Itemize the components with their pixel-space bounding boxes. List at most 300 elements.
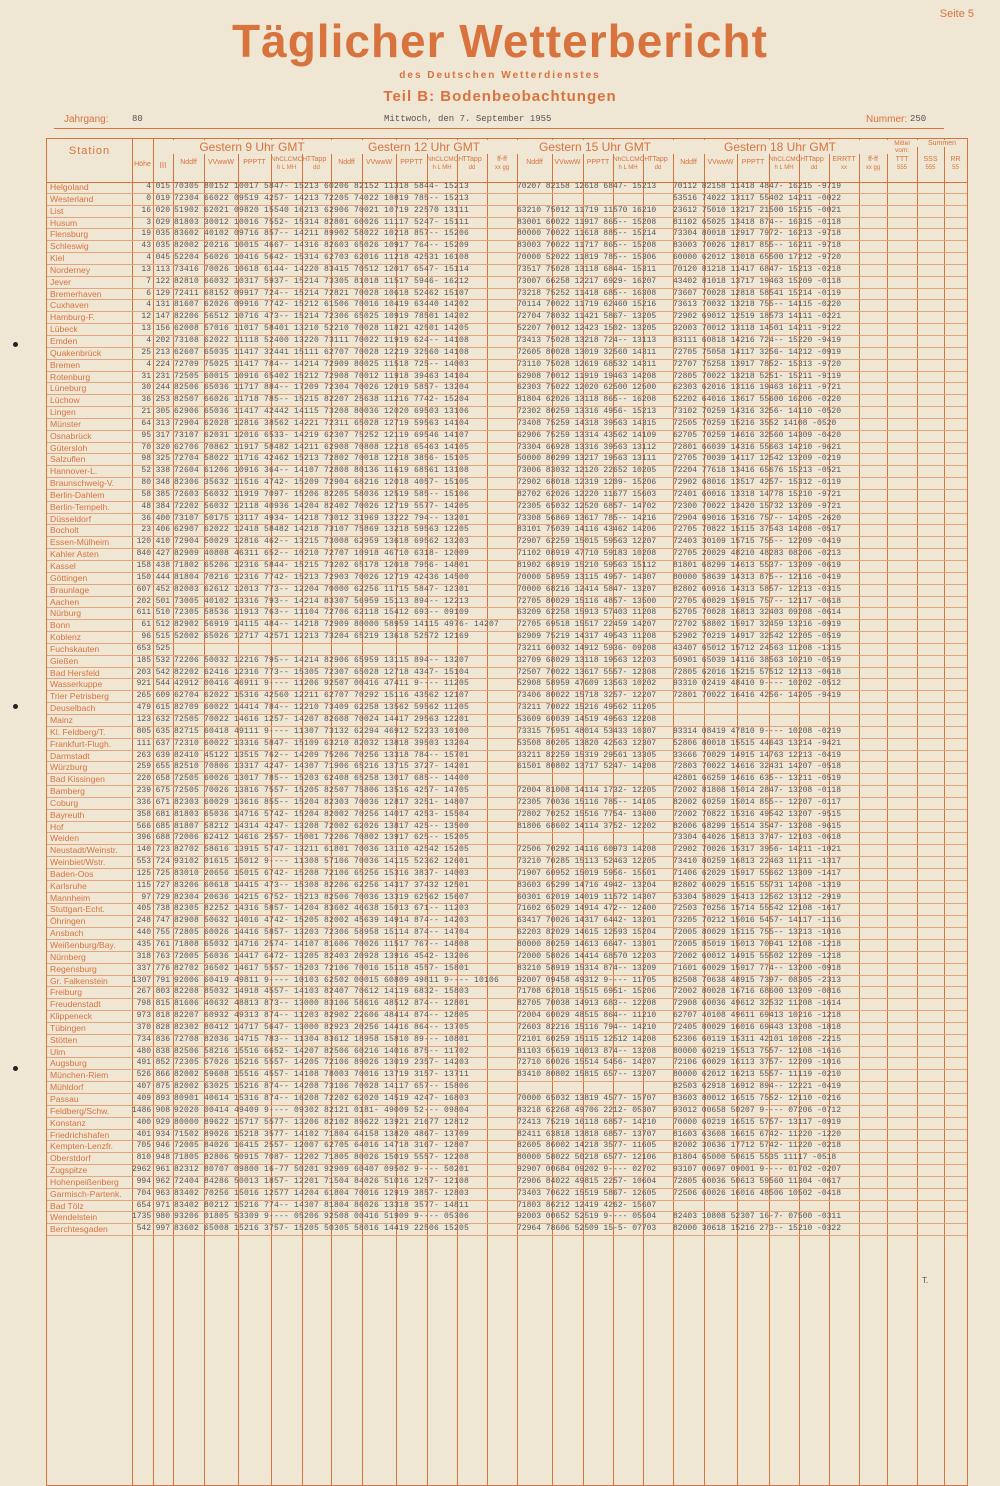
station-row xyxy=(47,419,967,431)
group-header-9: Gestern 9 Uhr GMT xyxy=(173,140,331,154)
obs-9-12: 80901 40614 15316 874-- 16208 72202 62020 14519 4247- 16803 xyxy=(174,1093,470,1103)
nhcl-sub-header: h L MH xyxy=(276,165,297,171)
station-number: 122 xyxy=(155,276,170,286)
obs-15: 70114 70022 11719 62460 15216 xyxy=(517,300,657,310)
station-row xyxy=(47,514,967,526)
obs-18: 52806 80018 15515 44643 13214 -9421 xyxy=(673,738,842,748)
station-name: Hof xyxy=(50,821,64,832)
obs-15: 72907 62259 15015 59563 12207 xyxy=(517,537,657,547)
obs-9-12: 73416 70026 10618 6144- 14220 83415 70512 12017 6547- 15114 xyxy=(174,264,470,274)
station-row xyxy=(47,608,967,620)
obs-18: 93314 08419 47810 9---- 10208 -0219 xyxy=(673,726,842,736)
station-name: Bad Kissingen xyxy=(50,774,105,785)
station-height: 607 xyxy=(136,584,151,594)
station-number: 452 xyxy=(155,584,170,594)
ttapp-header: TTapp xyxy=(306,156,327,163)
obs-9-12: 71808 65032 14716 2574- 14107 81606 70026 11517 767-- 14808 xyxy=(174,940,470,949)
station-row xyxy=(47,976,967,988)
station-height: 553 xyxy=(136,857,151,867)
station-number: 035 xyxy=(155,229,170,239)
station-row xyxy=(47,383,967,395)
obs-9-12: 83010 20656 15015 6742- 15208 72106 65256 15316 3837- 14003 xyxy=(174,868,470,878)
obs-18: 62303 62016 13116 19463 16211 -9721 xyxy=(673,383,842,393)
obs-15: 62909 75219 14317 49543 11208 xyxy=(517,632,657,642)
obs-9-12: 82002 59608 15516 4557- 14108 78003 70016 13719 3157- 13711 xyxy=(174,1070,470,1080)
station-height: 336 xyxy=(136,797,151,807)
station-row xyxy=(47,1165,967,1177)
station-row xyxy=(47,431,967,443)
station-number: 313 xyxy=(155,418,170,428)
station-row xyxy=(47,372,967,384)
station-name: Neustadt/Weinstr. xyxy=(50,845,118,856)
obs-18: 81102 65025 13418 874-- 16315 -0118 xyxy=(673,217,842,227)
station-name: Essen-Mülheim xyxy=(50,537,110,548)
station-height: 491 xyxy=(136,1058,151,1068)
station-name: Nürnberg xyxy=(50,951,86,962)
station-name: Hohenpeißenberg xyxy=(50,1176,119,1187)
ttapp-sub-header-15: dd xyxy=(654,165,662,171)
obs-18: 73607 70028 12818 58541 15214 -0119 xyxy=(673,288,842,298)
station-height: 70 xyxy=(141,442,151,452)
station-height: 1307 xyxy=(132,975,152,985)
station-name: Mainz xyxy=(50,714,73,725)
station-height: 123 xyxy=(136,714,151,724)
station-name: Lüneburg xyxy=(50,383,87,394)
station-row xyxy=(47,490,967,502)
obs-18: 71406 62029 15917 55662 13309 -1417 xyxy=(673,868,842,878)
obs-9-12: 81803 65036 14716 5742- 15204 82002 70256 14017 4253- 15504 xyxy=(174,809,470,819)
ttapp-sub-header: dd xyxy=(313,165,320,171)
nddff-header-15: Nddff xyxy=(526,159,543,166)
obs-18: 73304 80018 12917 7972- 16213 -9718 xyxy=(673,229,842,239)
obs-18: 72805 60036 50613 59560 11304 -0617 xyxy=(673,1176,842,1186)
obs-9-12: 82909 40808 46311 652-- 10210 72707 10918 46710 6318- 12009 xyxy=(174,549,470,559)
obs-18: 72403 30109 15715 755-- 12209 -0419 xyxy=(673,537,842,547)
obs-18: 72705 20029 48210 48283 08206 -0213 xyxy=(673,549,842,559)
station-number: 729 xyxy=(155,892,170,902)
nhcl-header-15: NhCLCMCH xyxy=(613,156,650,163)
station-number: 338 xyxy=(155,466,170,476)
station-number: 325 xyxy=(155,454,170,464)
obs-15: 72413 75219 16118 6857- 14210 xyxy=(517,1117,657,1127)
station-number: 501 xyxy=(155,596,170,606)
station-height: 239 xyxy=(136,786,151,796)
obs-15: 71602 65029 14914 472-- 12400 xyxy=(517,904,657,914)
vvwww-header: VVwwW xyxy=(207,159,235,166)
obs-18: 72902 69012 12519 18573 14111 -0221 xyxy=(673,312,842,322)
station-name: Kahler Asten xyxy=(50,549,99,560)
station-number: 791 xyxy=(155,975,170,985)
obs-18: 83111 60818 14216 724-- 15220 -9419 xyxy=(673,335,842,345)
obs-9-12: 83602 40102 09716 857-- 14211 89902 58022 10218 857-- 15206 xyxy=(174,229,470,239)
obs-18: 72002 70822 15316 49542 13207 -9515 xyxy=(673,809,842,819)
obs-18: 72005 85019 15013 70941 12108 -1218 xyxy=(673,940,842,949)
station-name: Nürburg xyxy=(50,608,82,619)
obs-9-12: 52204 56026 10416 5642- 15314 62703 62016 11218 42531 16108 xyxy=(174,253,470,263)
station-height: 400 xyxy=(136,1117,151,1127)
obs-15: 72964 78606 52509 15-5- 07703 xyxy=(517,1224,657,1234)
obs-15: 83603 65299 14716 4942- 13204 xyxy=(517,880,657,890)
station-name: Bremen xyxy=(50,359,81,370)
obs-9-12: 62607 65035 11417 32441 15111 62707 70028 12219 32560 14108 xyxy=(174,347,470,357)
meta-rule xyxy=(54,128,944,129)
station-number: 963 xyxy=(155,1188,170,1198)
station-height: 810 xyxy=(136,1153,151,1163)
obs-18: 82002 30636 17712 5742- 11220 -0218 xyxy=(673,1141,842,1151)
obs-15: 73413 75028 13218 724-- 13113 xyxy=(517,335,657,345)
station-number: 320 xyxy=(155,442,170,452)
obs-9-12: 72704 58022 11716 42462 15213 72802 70018 12218 3856- 15105 xyxy=(174,454,470,464)
station-row xyxy=(47,194,967,206)
station-name: Freiburg xyxy=(50,987,82,998)
station-height: 1486 xyxy=(132,1105,152,1115)
station-name: Salzuflen xyxy=(50,454,86,465)
obs-9-12: 72603 56032 11919 7097- 15206 82205 58036 12519 585-- 15106 xyxy=(174,489,470,499)
station-height: 480 xyxy=(136,1046,151,1056)
obs-18: 93107 00697 09001 9---- 01702 -0207 xyxy=(673,1165,842,1175)
station-row xyxy=(47,561,967,573)
sss-header: SSS xyxy=(923,156,938,163)
station-row xyxy=(47,502,967,514)
station-row xyxy=(47,1047,967,1059)
obs-9-12: 72505 70026 13816 7557- 15205 82507 75806 13516 4257- 14705 xyxy=(174,786,470,796)
obs-15: 72603 82216 15116 794-- 14210 xyxy=(517,1022,657,1032)
obs-9-12: 82312 80707 09800 16-77 50201 92909 60407 09502 9---- 50201 xyxy=(174,1165,470,1175)
station-name: Darmstadt xyxy=(50,750,90,761)
station-number: 852 xyxy=(155,1058,170,1068)
obs-18: 62705 70259 14616 32560 14309 -0420 xyxy=(673,430,842,440)
station-name: Weiden xyxy=(50,833,79,844)
obs-15: 81902 68919 15210 59563 15112 xyxy=(517,561,657,570)
station-row xyxy=(47,312,967,324)
ttt-header: TTT xyxy=(895,156,909,163)
obs-15: 82705 70038 14913 683-- 12208 xyxy=(517,999,657,1009)
station-name: Flensburg xyxy=(50,229,89,240)
station-name: Gießen xyxy=(50,655,79,666)
station-row xyxy=(47,656,967,668)
obs-18: 70120 81218 11417 6847- 15213 -0218 xyxy=(673,264,842,274)
station-height: 654 xyxy=(136,1200,151,1210)
station-name: Kempten-Lenzfr. xyxy=(50,1141,114,1152)
obs-18: 72005 80029 15115 755-- 13213 -1016 xyxy=(673,928,842,938)
ppptt-header-12: PPPTT xyxy=(400,159,423,166)
station-name: Wasserkuppe xyxy=(50,679,103,690)
station-row xyxy=(47,857,967,869)
station-row xyxy=(47,182,967,194)
obs-9-12: 62907 62022 12418 58482 14218 73107 75869 13218 59563 12205 xyxy=(174,525,470,535)
station-number: 525 xyxy=(155,643,170,653)
station-row xyxy=(47,703,967,715)
obs-18: 72707 75258 13917 7852- 15313 -9720 xyxy=(673,359,842,369)
obs-18: 72902 70026 15317 3956- 14211 -1021 xyxy=(673,845,842,855)
ffff-sub-header-18: xx gg xyxy=(865,165,881,171)
station-height: 158 xyxy=(136,561,151,570)
obs-18: 72002 81808 15014 2847- 13208 -0118 xyxy=(673,786,842,796)
obs-9-12: 72709 75025 11417 784-- 14214 72909 80025 11518 725-- 14003 xyxy=(174,359,470,369)
station-row xyxy=(47,1201,967,1213)
station-name: Konstanz xyxy=(50,1117,86,1128)
station-name: Münster xyxy=(50,418,82,429)
station-height: 150 xyxy=(136,572,151,582)
obs-15: 73403 70622 15519 5867- 12605 xyxy=(517,1188,657,1198)
station-name: Ansbach xyxy=(50,928,84,939)
obs-9-12: 72005 84026 16415 2557- 12007 62705 64016 14718 3167- 12807 xyxy=(174,1141,470,1151)
station-number: 224 xyxy=(155,359,170,369)
station-number: 997 xyxy=(155,1224,170,1234)
station-height: 115 xyxy=(136,880,151,890)
obs-15: 72605 80028 13019 32560 14311 xyxy=(517,347,657,357)
station-row xyxy=(47,300,967,312)
group-header-12: Gestern 12 Uhr GMT xyxy=(331,140,517,154)
station-number: 776 xyxy=(155,963,170,973)
station-row xyxy=(47,739,967,751)
obs-18: 52306 60119 15311 42101 10208 -2215 xyxy=(673,1034,842,1044)
station-row xyxy=(47,443,967,455)
obs-18: 82508 70638 48915 7397- 08305 -2313 xyxy=(673,975,842,985)
obs-15: 73007 66258 12217 6929- 16207 xyxy=(517,276,657,286)
height-header: Höhe xyxy=(134,161,151,168)
obs-9-12: 72411 68152 09917 724-- 15214 72821 70028 10618 52462 15107 xyxy=(174,288,470,298)
station-row xyxy=(47,1106,967,1118)
station-row xyxy=(47,395,967,407)
station-number: 512 xyxy=(155,620,170,630)
station-name: Kassel xyxy=(50,561,76,571)
obs-9-12: 51902 62021 09820 15540 16213 62906 70021 10719 22570 13111 xyxy=(174,205,470,215)
station-number: 908 xyxy=(155,1105,170,1115)
obs-18: 72908 60036 49612 32532 11208 -1614 xyxy=(673,999,842,1009)
obs-18: 82002 60259 15014 855-- 12207 -0117 xyxy=(673,797,842,807)
station-height: 4 xyxy=(146,182,151,191)
station-number: 635 xyxy=(155,726,170,736)
station-row xyxy=(47,1094,967,1106)
station-name: Cuxhaven xyxy=(50,300,89,311)
errtt-header: ERRTT xyxy=(832,156,856,163)
obs-9-12: 83602 65008 15216 3757- 15205 50305 58016 14419 22506 15205 xyxy=(174,1224,470,1234)
nummer-label: Nummer: xyxy=(866,114,908,125)
obs-15: 83410 80802 15815 657-- 13207 xyxy=(517,1070,657,1080)
obs-9-12: 82003 62612 12013 773-- 12204 70000 62256 11715 5847- 12301 xyxy=(174,584,470,594)
station-number: 747 xyxy=(155,916,170,926)
obs-18: 72801 66039 14316 55663 14210 -9621 xyxy=(673,442,842,452)
obs-9-12: 72505 60015 10916 65402 15212 72908 70012 11918 39463 14104 xyxy=(174,371,470,381)
station-height: 202 xyxy=(136,596,151,606)
station-height: 98 xyxy=(141,454,151,464)
obs-18: 72803 70022 14616 32431 14207 -0518 xyxy=(673,762,842,772)
obs-9-12: 72305 58536 11913 763-- 11104 72706 62118 15412 693-- 09109 xyxy=(174,608,470,618)
obs-15: 82702 62026 12220 11677 15603 xyxy=(517,489,657,499)
ttapp-sub-header-12: dd xyxy=(468,165,476,171)
obs-15: 63417 70026 14317 6442- 13201 xyxy=(517,916,657,926)
vvwww-header-12: VVwwW xyxy=(365,159,393,166)
obs-18: 23612 75010 13217 21500 15215 -0021 xyxy=(673,205,842,215)
station-name: Garmisch-Partenk. xyxy=(50,1188,122,1199)
mittel-header: Mittel vom: xyxy=(887,140,917,154)
obs-9-12: 82208 85032 14918 4557- 14103 82407 70612 14119 6832- 15803 xyxy=(174,987,470,997)
station-row xyxy=(47,1070,967,1082)
station-number: 156 xyxy=(155,324,170,334)
station-name: Kl. Feldberg/T. xyxy=(50,726,106,737)
obs-15: 72305 65032 12520 6857- 14702 xyxy=(517,501,657,511)
station-height: 19 xyxy=(141,229,151,239)
station-number: 609 xyxy=(155,691,170,701)
station-name: Bad Tölz xyxy=(50,1200,84,1211)
station-row xyxy=(47,644,967,656)
station-name: Öhringen xyxy=(50,916,86,927)
obs-9-12: 71802 65206 12316 5844- 15215 73202 65178 12018 7956- 14801 xyxy=(174,561,470,570)
station-row xyxy=(47,478,967,490)
obs-18: 93310 02419 48410 9---- 10202 -0512 xyxy=(673,679,842,689)
station-row xyxy=(47,1058,967,1070)
obs-18: 72106 60029 16113 3757- 12209 -1016 xyxy=(673,1058,842,1068)
station-name: Zugspitze xyxy=(50,1165,88,1176)
station-row xyxy=(47,277,967,289)
obs-15: 52908 58959 47609 13563 10202 xyxy=(517,679,657,689)
station-height: 36 xyxy=(141,395,151,405)
obs-15: 72802 70252 15516 7754- 13400 xyxy=(517,809,657,819)
rr-header: RR xyxy=(950,156,961,163)
obs-15: 60301 62019 14019 11572 14307 xyxy=(517,892,657,902)
obs-15: 72506 70292 14116 60973 14208 xyxy=(517,845,657,855)
station-number: 231 xyxy=(155,371,170,381)
station-row xyxy=(47,845,967,857)
station-row xyxy=(47,620,967,632)
station-name: Quakenbrück xyxy=(50,347,102,358)
obs-9-12: 81807 58212 14314 4247- 13208 72002 62026 13817 425-- 13500 xyxy=(174,821,470,831)
station-name: Jever xyxy=(50,276,72,287)
obs-9-12: 70305 80152 10017 5847- 15213 60206 82152 11318 5844- 15213 xyxy=(174,182,470,191)
obs-15: 53609 60039 14519 49563 12208 xyxy=(517,714,657,724)
station-number: 961 xyxy=(155,1165,170,1175)
rr-sub-header: 55 xyxy=(952,165,959,171)
obs-9-12: 72604 61206 10916 364-- 14107 72808 80136 11619 68561 13108 xyxy=(174,466,470,476)
obs-18: 72805 62016 15215 57512 12113 -0618 xyxy=(673,667,842,677)
station-row xyxy=(47,1224,967,1236)
obs-15: 70000 68216 12414 5847- 13207 xyxy=(517,584,657,594)
station-name: Braunlage xyxy=(50,584,90,595)
station-height: 994 xyxy=(136,1176,151,1186)
obs-18: 80000 60219 15513 7557- 12108 -1616 xyxy=(673,1046,842,1056)
obs-18: 52902 70219 14917 32542 12205 -0519 xyxy=(673,632,842,642)
station-row xyxy=(47,999,967,1011)
station-row xyxy=(47,466,967,478)
obs-15: 73211 60032 14912 5936- 09208 xyxy=(517,643,657,653)
obs-9-12: 62008 57016 11017 58401 13210 52210 70028 11821 42501 14205 xyxy=(174,324,470,334)
station-height: 265 xyxy=(136,691,151,701)
station-row xyxy=(47,1153,967,1165)
station-height: 526 xyxy=(136,1070,151,1080)
station-row xyxy=(47,916,967,928)
obs-15: 82605 86002 14218 3577- 11605 xyxy=(517,1141,657,1151)
station-height: 611 xyxy=(136,608,151,618)
station-row xyxy=(47,798,967,810)
station-name: Bayreuth xyxy=(50,809,85,820)
obs-18: 72705 70039 14117 12542 13209 -0219 xyxy=(673,454,842,464)
station-name: Emden xyxy=(50,335,78,346)
station-row xyxy=(47,632,967,644)
station-number: 946 xyxy=(155,1141,170,1151)
nhcl-header-18: NhCLCMCH xyxy=(769,156,806,163)
station-number: 866 xyxy=(155,1070,170,1080)
obs-9-12: 82304 20636 14215 6752- 15213 82506 70036 13319 62562 15607 xyxy=(174,892,470,902)
obs-15: 73304 66928 13316 39563 13112 xyxy=(517,442,657,452)
obs-15: 71708 62018 15515 6951- 15206 xyxy=(517,987,657,997)
station-height: 23 xyxy=(141,525,151,535)
obs-9-12: 72310 60022 13316 5847- 15109 63210 82032 13818 39503 13204 xyxy=(174,738,470,748)
obs-15: 73406 80022 15718 3257- 12207 xyxy=(517,691,657,701)
obs-15: 53508 80205 13820 42563 12307 xyxy=(517,738,657,748)
obs-15: 63209 62258 15913 57403 11208 xyxy=(517,608,657,618)
obs-15: 71803 86212 12419 4262- 15607 xyxy=(517,1200,657,1210)
obs-18: 73304 64026 15813 3747- 12103 -0618 xyxy=(673,833,842,843)
station-height: 3 xyxy=(146,217,151,227)
station-number: 681 xyxy=(155,809,170,819)
station-height: 6 xyxy=(146,288,151,298)
station-row xyxy=(47,407,967,419)
station-number: 875 xyxy=(155,1082,170,1092)
obs-18: 72506 60026 16016 48506 10502 -0418 xyxy=(673,1188,842,1198)
station-height: 12 xyxy=(141,312,151,322)
obs-15: 61501 80802 13717 5247- 14208 xyxy=(517,762,657,772)
station-row xyxy=(47,1118,967,1130)
obs-15: 70000 65032 13819 4577- 15707 xyxy=(517,1093,657,1103)
obs-9-12: 82902 56919 14115 484-- 14218 72909 80000 58959 14115 4976- 14207 xyxy=(174,620,500,630)
obs-9-12: 82506 65036 11717 884-- 17209 72304 70026 12019 5857- 13204 xyxy=(174,383,470,393)
obs-18: 72705 70822 15115 37543 14208 -0517 xyxy=(673,525,842,535)
station-row xyxy=(47,206,967,218)
station-row xyxy=(47,727,967,739)
station-height: 405 xyxy=(136,904,151,914)
obs-15: 82411 63818 13818 6857- 13707 xyxy=(517,1129,657,1139)
station-rows xyxy=(47,182,967,1236)
station-number: 317 xyxy=(155,430,170,440)
station-name: Bremerhaven xyxy=(50,288,102,299)
station-height: 401 xyxy=(136,1129,151,1139)
station-header: Station xyxy=(68,145,111,157)
station-height: 52 xyxy=(141,466,151,476)
obs-9-12: 72904 62028 12816 38562 14221 72311 65028 12719 59563 14104 xyxy=(174,418,470,428)
station-row xyxy=(47,324,967,336)
station-row xyxy=(47,1177,967,1189)
station-number: 544 xyxy=(155,679,170,689)
station-name: Feldberg/Schw. xyxy=(50,1105,110,1116)
station-row xyxy=(47,1141,967,1153)
station-row xyxy=(47,360,967,372)
obs-9-12: 93102 01615 15012 9---- 11308 57106 70036 14115 52362 12601 xyxy=(174,857,470,867)
station-number: 129 xyxy=(155,288,170,298)
obs-9-12: 82510 70806 13317 4247- 14307 71906 65216 13715 3727- 14201 xyxy=(174,762,470,772)
obs-15: 72000 58026 14414 68570 12203 xyxy=(517,951,657,961)
obs-18: 50901 65039 14116 38563 10210 -0519 xyxy=(673,655,842,665)
station-number: 929 xyxy=(155,1117,170,1127)
obs-18: 72705 75058 14117 3256- 14212 -0919 xyxy=(673,347,842,357)
obs-18: 73410 80259 16813 22463 11211 -1317 xyxy=(673,857,842,867)
obs-9-12: 72904 50029 12816 462-- 13215 73008 62959 13618 69562 13203 xyxy=(174,537,470,547)
obs-18: 82000 30618 15216 273-- 15210 -0322 xyxy=(673,1224,842,1234)
obs-18: 72405 80029 16016 69443 13208 -1818 xyxy=(673,1022,842,1032)
station-name: Stötten xyxy=(50,1034,78,1045)
obs-15: 72906 84022 49815 2257- 10604 xyxy=(517,1176,657,1186)
station-number: 838 xyxy=(155,1046,170,1056)
station-row xyxy=(47,1023,967,1035)
station-number: 803 xyxy=(155,987,170,997)
station-number: 738 xyxy=(155,904,170,914)
obs-9-12: 72505 70022 14616 1257- 14207 82608 70024 14417 29563 12201 xyxy=(174,714,470,724)
station-name: Coburg xyxy=(50,797,79,808)
station-number: 444 xyxy=(155,572,170,582)
ppptt-header-18: PPPTT xyxy=(741,159,765,166)
obs-9-12: 82202 62416 12316 773-- 15305 72307 65028 12718 4347- 15104 xyxy=(174,667,470,677)
nhcl-header-12: NhCLCMCH xyxy=(427,156,464,163)
